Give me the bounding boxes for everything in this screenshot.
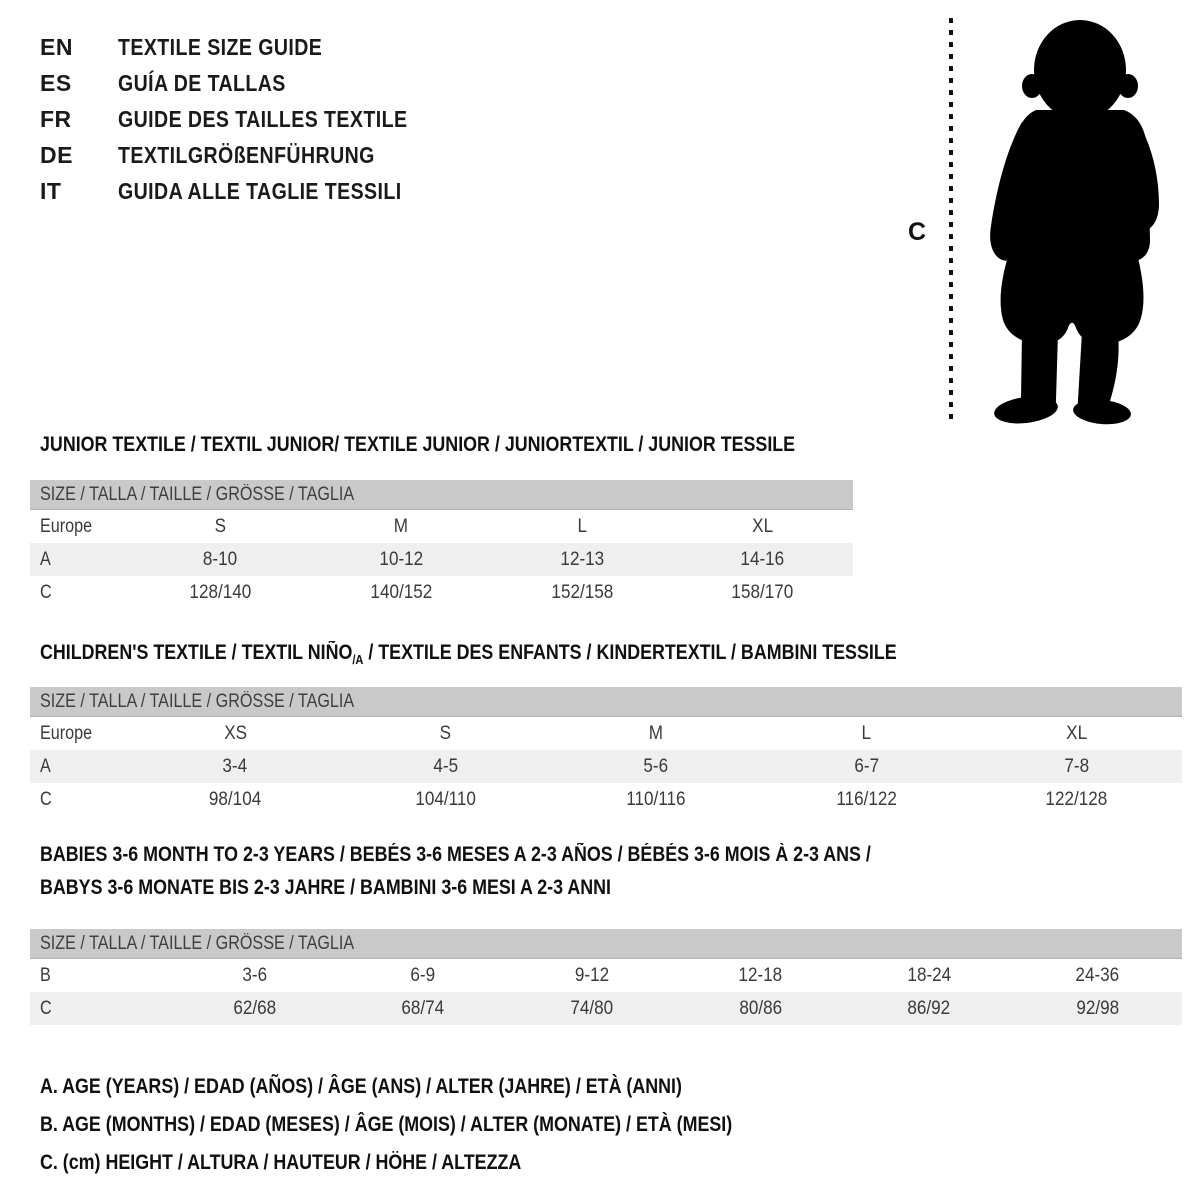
row-label: Europe (40, 722, 93, 744)
table-cell: L (577, 515, 587, 537)
baby-silhouette-shape (990, 20, 1159, 427)
table-cell: 110/116 (626, 788, 686, 810)
language-row (40, 65, 459, 101)
guide-title-it: GUIDA ALLE TAGLIE TESSILI (118, 177, 402, 204)
row-label: A (40, 548, 51, 570)
table-cell: 152/158 (550, 581, 613, 603)
table-cell: 24-36 (1075, 964, 1120, 986)
section-title-babies-line1: BABIES 3-6 MONTH TO 2-3 YEARS / BEBÉS 3-6 MESES A 2-3 AÑOS / BÉBÉS 3-6 MOIS À 2-3 ANS / (40, 843, 871, 866)
section-title-babies-line2: BABYS 3-6 MONATE BIS 2-3 JAHRE / BAMBINI 3-6 MESI A 2-3 ANNI (40, 876, 611, 899)
row-label: C (40, 997, 52, 1019)
size-header-bar: SIZE / TALLA / TAILLE / GRÖSSE / TAGLIA (30, 687, 1182, 717)
language-code: ES (40, 69, 72, 96)
height-measure-label: C (908, 218, 927, 246)
row-label: B (40, 964, 51, 986)
table-cell: 158/170 (731, 581, 794, 603)
table-cell: 98/104 (209, 788, 262, 810)
table-cell: 5-6 (643, 755, 669, 777)
table-cell: 8-10 (203, 548, 238, 570)
language-code: IT (40, 177, 62, 204)
table-cell: 68/74 (401, 997, 445, 1019)
height-figure (890, 0, 1200, 432)
table-cell: XL (752, 515, 774, 537)
nino-a-subscript: /A (352, 652, 364, 668)
junior-size-table (30, 480, 853, 609)
legend (40, 1068, 854, 1182)
section-title-junior: JUNIOR TEXTILE / TEXTIL JUNIOR/ TEXTILE JUNIOR / JUNIORTEXTIL / JUNIOR TESSILE (40, 433, 796, 456)
language-row (40, 137, 459, 173)
language-row (40, 173, 459, 209)
table-cell: 3-4 (222, 755, 248, 777)
table-cell: 122/128 (1045, 788, 1108, 810)
guide-title-de: TEXTILGRÖßENFÜHRUNG (118, 141, 375, 168)
table-cell: L (861, 722, 872, 744)
table-cell: 9-12 (574, 964, 609, 986)
table-row-height (30, 576, 853, 609)
language-row (40, 29, 459, 65)
legend-line-c: C. (cm) HEIGHT / ALTURA / HAUTEUR / HÖHE / ALTEZZA (40, 1151, 522, 1174)
guide-title-es: GUÍA DE TALLAS (118, 69, 286, 96)
language-title-list (40, 29, 459, 209)
table-row-age (30, 750, 1182, 783)
language-code: DE (40, 141, 73, 168)
guide-title-en: TEXTILE SIZE GUIDE (118, 33, 323, 60)
table-cell: 62/68 (232, 997, 276, 1019)
table-row-height (30, 992, 1182, 1025)
table-cell: 92/98 (1076, 997, 1120, 1019)
row-label: Europe (40, 515, 93, 537)
legend-line-a: A. AGE (YEARS) / EDAD (AÑOS) / ÂGE (ANS) / ALTER (JAHRE) / ETÀ (ANNI) (40, 1075, 682, 1098)
table-cell: XS (223, 722, 247, 744)
row-label: C (40, 581, 52, 603)
legend-line-b: B. AGE (MONTHS) / EDAD (MESES) / ÂGE (MOIS) / ALTER (MONATE) / ETÀ (MESI) (40, 1113, 733, 1136)
table-row-age-months (30, 959, 1182, 992)
table-cell: 116/122 (836, 788, 897, 810)
table-cell: 12-18 (738, 964, 783, 986)
guide-title-fr: GUIDE DES TAILLES TEXTILE (118, 105, 408, 132)
row-label: C (40, 788, 52, 810)
table-cell: XL (1066, 722, 1088, 744)
table-cell: 18-24 (907, 964, 951, 986)
table-cell: 6-7 (854, 755, 879, 777)
table-cell: 86/92 (907, 997, 951, 1019)
table-cell: M (393, 515, 409, 537)
table-cell: 74/80 (570, 997, 614, 1019)
table-cell: 128/140 (189, 581, 252, 603)
baby-silhouette (890, 0, 1200, 432)
table-cell: 7-8 (1064, 755, 1090, 777)
table-cell: 12-13 (559, 548, 604, 570)
babies-size-table (30, 929, 1182, 1025)
table-cell: S (214, 515, 227, 537)
table-cell: 3-6 (241, 964, 267, 986)
table-cell: 4-5 (433, 755, 458, 777)
language-code: FR (40, 105, 72, 132)
table-cell: 140/152 (370, 581, 433, 603)
table-cell: 14-16 (740, 548, 785, 570)
table-cell: M (648, 722, 664, 744)
size-header-bar: SIZE / TALLA / TAILLE / GRÖSSE / TAGLIA (30, 480, 853, 510)
size-header-bar: SIZE / TALLA / TAILLE / GRÖSSE / TAGLIA (30, 929, 1182, 959)
table-row-height (30, 783, 1182, 816)
language-row (40, 101, 459, 137)
table-row-europe (30, 717, 1182, 750)
table-row-europe (30, 510, 853, 543)
table-cell: 10-12 (379, 548, 423, 570)
section-title-children: CHILDREN'S TEXTILE / TEXTIL $NIÑO_{/A}$ / TEXTILE DES ENFANTS / KINDERTEXTIL / BAMBINI TESSILE (40, 641, 897, 668)
children-size-table (30, 687, 1182, 816)
language-code: EN (40, 33, 73, 60)
row-label: A (40, 755, 51, 777)
table-row-age (30, 543, 853, 576)
table-cell: S (439, 722, 452, 744)
table-cell: 6-9 (410, 964, 436, 986)
table-cell: 80/86 (738, 997, 782, 1019)
table-cell: 104/110 (415, 788, 476, 810)
